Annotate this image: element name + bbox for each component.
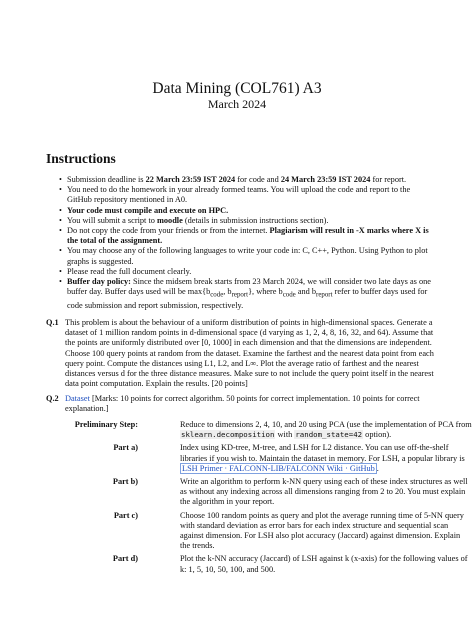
subscript: code	[282, 291, 296, 299]
part-text-span: option).	[363, 430, 392, 440]
part-text	[180, 443, 472, 474]
list-item	[67, 216, 437, 226]
item-text: You will submit a script to	[67, 215, 157, 225]
part-text: Choose 100 random points as query and plot the average running time of 5-NN query with standard deviation as error bars for each index structure and sequential scan against dimension. For LSH also plot accuracy (Jaccard) against dimension. Explain the trends.	[180, 510, 464, 551]
part-row	[46, 477, 468, 508]
question-text	[65, 394, 438, 414]
item-text: for code and	[235, 175, 281, 184]
list-item	[67, 226, 437, 246]
item-text: for report.	[370, 175, 407, 184]
part-text-span: .	[376, 463, 379, 473]
instructions-list	[67, 175, 437, 311]
part-text-span: Index using KD-tree, M-tree, and LSH for L2 distance. You can use off-the-shelf libraries if you wish to. Maintain the dataset in memory. For LSH, a popular library is	[180, 443, 465, 463]
part-text: Write an algorithm to perform k-NN query using each of these index structures as well as without any indexing across all dimensions ranging from 2 to 20. You must explain the algorithm in your report.	[180, 477, 468, 507]
part-label: Part c)	[113, 510, 138, 520]
item-text: You need to do the homework in your already formed teams. You will upload the code and report to the GitHub repository mentioned in A0.	[67, 185, 411, 205]
part-text-span: Reduce to dimensions 2, 4, 10, and 20 using PCA (use the implementation of PCA from	[180, 420, 472, 429]
item-text: Submission deadline is	[67, 175, 146, 184]
document-title: Data Mining (COL761) A3	[152, 80, 322, 97]
item-text: and b	[295, 287, 317, 297]
question-1	[46, 318, 438, 389]
item-text: Do not copy the code from your friends or from the internet.	[67, 226, 270, 236]
question-marks: [Marks: 10 points for correct algorithm. 50 points for correct implementation. 10 points for correct explanation.]	[65, 394, 420, 414]
item-bold: Your code must compile and execute on HPC.	[67, 205, 229, 215]
item-text: Since the midsem break starts from 23 March 2024, we will consider two late days as one buffer day. Buffer days used will be max{b	[67, 277, 431, 297]
part-label: Preliminary Step:	[74, 420, 138, 429]
list-item	[67, 175, 437, 185]
part-text	[180, 420, 472, 440]
falconn-link[interactable]: LSH Primer · FALCONN-LIB/FALCONN Wiki · GitHub	[182, 463, 375, 473]
list-item	[67, 267, 437, 277]
item-bold: moodle	[156, 215, 183, 225]
item-text: You may choose any of the following languages to write your code in: C, C++, Python. Using Python to plot graphs is suggested.	[67, 246, 428, 266]
item-text: }, where b	[248, 287, 283, 297]
code-snippet: random_state=42	[295, 430, 363, 440]
item-bold: 22 March 23:59 IST 2024	[145, 175, 236, 184]
part-label: Part b)	[112, 477, 138, 487]
item-text: refer to buffer days used for code submission and report submission, respectively.	[67, 287, 428, 311]
part-row	[46, 554, 468, 574]
question-2-parts	[46, 420, 472, 578]
list-item	[67, 185, 437, 205]
part-text: Plot the k-NN accuracy (Jaccard) of LSH against k (x-axis) for the following values of k: 1, 5, 10, 50, 100, and 500.	[180, 554, 468, 574]
part-row	[46, 510, 464, 552]
question-number: Q.2	[46, 394, 59, 403]
question-text: This problem is about the behaviour of a uniform distribution of points in high-dimensional spaces. Generate a dataset of 1 million random points in d-dimensional space (d varying as 1, 2, 4, 8, 16, 32, and 64). Assume that the points are uniformly distributed over [0, 1000] in each dimension and that the dimensions are independent. Choose 100 query points at random from the dataset. Examine the farthest and the nearest data point from each query point. Compute the distances using L1, L2, and L∞. Plot the average ratio of farthest and the nearest distances versus d for the three distance measures. Make sure to not include the query point itself in the nearest data point computation. Explain the results. [20 points]	[65, 318, 434, 389]
part-label: Part d)	[112, 554, 138, 564]
item-text: Please read the full document clearly.	[67, 266, 192, 276]
item-bold: Plagiarism will result in -X marks where X is the total of the assignment.	[67, 226, 429, 246]
dataset-link[interactable]: Dataset	[65, 394, 90, 403]
section-heading-instructions: Instructions	[46, 151, 116, 166]
item-text: , b	[223, 287, 232, 297]
item-text: (details in submission instructions section).	[182, 215, 329, 225]
document-date: March 2024	[207, 97, 267, 111]
item-bold: 24 March 23:59 IST 2024	[280, 175, 371, 184]
part-row	[46, 443, 465, 474]
subscript: code	[210, 291, 224, 299]
subscript: report	[316, 291, 333, 299]
question-number: Q.1	[46, 318, 59, 327]
part-text-span: with	[275, 430, 295, 440]
question-2	[46, 394, 438, 414]
list-item	[67, 277, 437, 311]
subscript: report	[231, 291, 249, 299]
item-bold: Buffer day policy:	[67, 277, 131, 287]
part-row	[46, 420, 472, 440]
code-snippet: sklearn.decomposition	[181, 430, 275, 440]
part-label: Part a)	[113, 443, 138, 453]
list-item	[67, 246, 437, 266]
list-item	[67, 206, 437, 216]
